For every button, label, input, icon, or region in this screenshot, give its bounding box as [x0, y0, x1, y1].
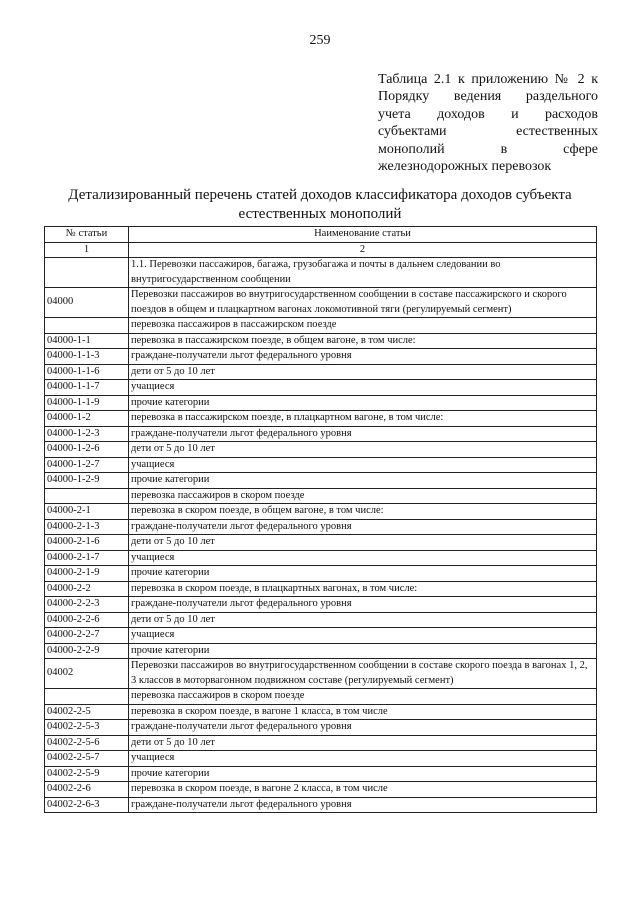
- column-number: 2: [129, 242, 597, 258]
- item-code: [45, 318, 129, 334]
- item-code: 04000-1-1-6: [45, 364, 129, 380]
- item-code: 04000-1-2-9: [45, 473, 129, 489]
- item-code: 04002-2-6-3: [45, 797, 129, 813]
- item-code: 04000-2-1-9: [45, 566, 129, 582]
- item-code: 04000-2-1-7: [45, 550, 129, 566]
- item-code: [45, 488, 129, 504]
- table-row: [45, 395, 597, 411]
- title-line: Детализированный перечень статей доходов классификатора доходов субъекта: [68, 187, 572, 203]
- table-row: [45, 318, 597, 334]
- table-body: [45, 258, 597, 813]
- item-name: прочие категории: [129, 766, 597, 782]
- table-header-row: [45, 227, 597, 243]
- column-number-row: [45, 242, 597, 258]
- table-row: [45, 442, 597, 458]
- table-row: [45, 333, 597, 349]
- item-name: дети от 5 до 10 лет: [129, 612, 597, 628]
- item-code: 04002-2-5-6: [45, 735, 129, 751]
- item-name: прочие категории: [129, 473, 597, 489]
- table-row: [45, 612, 597, 628]
- header-name: Наименование статьи: [129, 227, 597, 243]
- item-code: 04002-2-5: [45, 704, 129, 720]
- item-code: 04002-2-6: [45, 782, 129, 798]
- item-name: перевозка пассажиров в скором поезде: [129, 689, 597, 705]
- table-row: [45, 628, 597, 644]
- table-row: [45, 566, 597, 582]
- table-row: [45, 457, 597, 473]
- item-code: 04002-2-5-3: [45, 720, 129, 736]
- item-name: учащиеся: [129, 628, 597, 644]
- item-code: 04000-2-2-7: [45, 628, 129, 644]
- item-code: 04000-2-1-6: [45, 535, 129, 551]
- item-code: 04000-1-2-3: [45, 426, 129, 442]
- item-name: граждане-получатели льгот федерального уровня: [129, 519, 597, 535]
- item-code: 04000-2-1: [45, 504, 129, 520]
- caption-line: Порядку ведения раздельного: [378, 89, 598, 105]
- item-name: граждане-получатели льгот федерального уровня: [129, 597, 597, 613]
- item-name: перевозка пассажиров в скором поезде: [129, 488, 597, 504]
- item-name: граждане-получатели льгот федерального уровня: [129, 349, 597, 365]
- caption-line: учета доходов и расходов: [378, 106, 598, 122]
- item-name: перевозка в пассажирском поезде, в общем вагоне, в том числе:: [129, 333, 597, 349]
- table-row: [45, 720, 597, 736]
- item-name: перевозка в скором поезде, в плацкартных вагонах, в том числе:: [129, 581, 597, 597]
- item-name: Перевозки пассажиров во внутригосударственном сообщении в составе скорого поезда в вагонах 1, 2, 3 классов в моторвагонном подвижном составе (регулируемый сегмент): [129, 659, 597, 689]
- table-row: [45, 535, 597, 551]
- table-row: [45, 797, 597, 813]
- item-name: прочие категории: [129, 566, 597, 582]
- table-row: [45, 258, 597, 288]
- table-row: [45, 380, 597, 396]
- item-name: дети от 5 до 10 лет: [129, 364, 597, 380]
- table-row: [45, 550, 597, 566]
- item-code: 04000-1-1: [45, 333, 129, 349]
- header-code: № статьи: [45, 227, 129, 243]
- table-row: [45, 488, 597, 504]
- revenue-items-table: [44, 226, 597, 813]
- table-row: [45, 504, 597, 520]
- table-row: [45, 782, 597, 798]
- item-code: 04000: [45, 288, 129, 318]
- table-row: [45, 411, 597, 427]
- document-title: [44, 186, 596, 224]
- item-code: 04000-1-2-7: [45, 457, 129, 473]
- item-code: 04000-2-2-6: [45, 612, 129, 628]
- item-code: 04002-2-5-9: [45, 766, 129, 782]
- item-name: перевозка пассажиров в пассажирском поезде: [129, 318, 597, 334]
- item-code: 04000-2-1-3: [45, 519, 129, 535]
- item-code: 04000-2-2-9: [45, 643, 129, 659]
- item-name: дети от 5 до 10 лет: [129, 535, 597, 551]
- item-name: 1.1. Перевозки пассажиров, багажа, грузобагажа и почты в дальнем следовании во внутригосударственном сообщении: [129, 258, 597, 288]
- item-code: 04002-2-5-7: [45, 751, 129, 767]
- caption-line: монополий в сфере: [378, 141, 598, 157]
- item-name: граждане-получатели льгот федерального уровня: [129, 797, 597, 813]
- table-row: [45, 643, 597, 659]
- item-code: 04002: [45, 659, 129, 689]
- caption-line: субъектами естественных: [378, 124, 598, 140]
- table-row: [45, 349, 597, 365]
- table-row: [45, 288, 597, 318]
- item-code: 04000-1-2-6: [45, 442, 129, 458]
- page-number: 259: [309, 33, 331, 48]
- table-row: [45, 364, 597, 380]
- item-code: 04000-1-1-3: [45, 349, 129, 365]
- item-name: учащиеся: [129, 550, 597, 566]
- table-row: [45, 473, 597, 489]
- item-name: граждане-получатели льгот федерального уровня: [129, 426, 597, 442]
- table-row: [45, 581, 597, 597]
- item-name: дети от 5 до 10 лет: [129, 442, 597, 458]
- table-row: [45, 704, 597, 720]
- item-name: учащиеся: [129, 457, 597, 473]
- item-code: [45, 258, 129, 288]
- item-name: перевозка в скором поезде, в общем вагоне, в том числе:: [129, 504, 597, 520]
- item-name: учащиеся: [129, 380, 597, 396]
- item-code: 04000-1-2: [45, 411, 129, 427]
- column-number: 1: [45, 242, 129, 258]
- caption-line: железнодорожных перевозок: [378, 158, 552, 174]
- table-row: [45, 597, 597, 613]
- table-row: [45, 426, 597, 442]
- item-name: Перевозки пассажиров во внутригосударственном сообщении в составе пассажирского и скорого поездов в общем и плацкартном вагонах локомотивной тяги (регулируемый сегмент): [129, 288, 597, 318]
- item-code: 04000-2-2: [45, 581, 129, 597]
- item-name: прочие категории: [129, 643, 597, 659]
- caption-line: Таблица 2.1 к приложению № 2 к: [378, 72, 598, 87]
- item-code: 04000-1-1-7: [45, 380, 129, 396]
- item-name: перевозка в скором поезде, в вагоне 2 класса, в том числе: [129, 782, 597, 798]
- table-row: [45, 659, 597, 689]
- table-row: [45, 735, 597, 751]
- table-row: [45, 689, 597, 705]
- item-name: прочие категории: [129, 395, 597, 411]
- table-row: [45, 766, 597, 782]
- table-row: [45, 751, 597, 767]
- item-name: граждане-получатели льгот федерального уровня: [129, 720, 597, 736]
- item-name: дети от 5 до 10 лет: [129, 735, 597, 751]
- item-name: перевозка в скором поезде, в вагоне 1 класса, в том числе: [129, 704, 597, 720]
- item-code: [45, 689, 129, 705]
- table-caption: [378, 71, 598, 175]
- title-line: естественных монополий: [238, 206, 402, 222]
- item-code: 04000-1-1-9: [45, 395, 129, 411]
- item-name: перевозка в пассажирском поезде, в плацкартном вагоне, в том числе:: [129, 411, 597, 427]
- table-row: [45, 519, 597, 535]
- item-name: учащиеся: [129, 751, 597, 767]
- item-code: 04000-2-2-3: [45, 597, 129, 613]
